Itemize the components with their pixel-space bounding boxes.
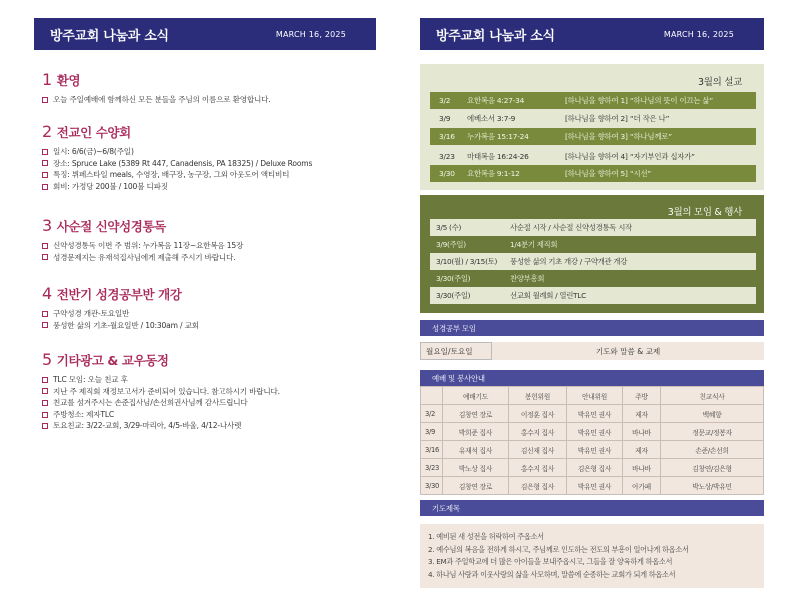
table-header-row xyxy=(421,387,764,405)
event-desc: 1/4분기 제직회 xyxy=(510,240,558,249)
section-title-text: 환영 xyxy=(56,73,81,88)
bullet-icon xyxy=(42,160,48,166)
table-cell: 3/16 xyxy=(421,441,443,459)
section-welcome xyxy=(42,70,382,106)
table-cell: 이정훈 집사 xyxy=(509,405,567,423)
sermon-title: [하나님을 향하여 4] “자기부인과 십자가” xyxy=(565,152,695,161)
table-cell: 박유민 권사 xyxy=(567,441,623,459)
item-text: TLC 모임: 오늘 친교 후 xyxy=(53,375,128,384)
list-item xyxy=(42,240,382,252)
table-cell: 박유민 권사 xyxy=(567,477,623,495)
sermon-scripture: 요한복음 9:1-12 xyxy=(467,169,520,178)
sermon-date: 3/2 xyxy=(439,96,451,105)
list-item xyxy=(42,386,382,398)
sermon-date: 3/16 xyxy=(439,132,455,141)
item-text: 장소: Spruce Lake (5389 Rt 447, Canadensis, PA 18325) / Deluxe Rooms xyxy=(53,158,313,168)
page-title: 방주교회 나눔과 소식 xyxy=(436,28,555,44)
event-date: 3/9(주일) xyxy=(436,240,466,249)
list-item xyxy=(42,158,382,170)
table-cell: 아가페 xyxy=(623,477,661,495)
table-cell: 바나바 xyxy=(623,459,661,477)
sermon-row xyxy=(430,128,756,145)
sermon-scripture: 누가복음 15:17-24 xyxy=(467,132,529,141)
duty-heading: 예배 및 봉사안내 xyxy=(420,370,764,386)
section-title xyxy=(42,70,382,89)
event-desc: 선교회 월례회 / 열린TLC xyxy=(510,291,586,300)
sermon-title: [하나님을 향하여 5] “시선” xyxy=(565,169,652,178)
sermon-scripture: 요한복음 4:27-34 xyxy=(467,96,525,105)
table-cell: 손준/손선희 xyxy=(661,441,764,459)
right-header xyxy=(420,18,764,50)
list-item xyxy=(42,420,382,432)
table-row xyxy=(421,423,764,441)
table-cell: 3/9 xyxy=(421,423,443,441)
section-retreat xyxy=(42,122,382,192)
section-title xyxy=(42,350,382,369)
bullet-icon xyxy=(42,400,48,406)
event-date: 3/5 (수) xyxy=(436,223,462,232)
list-item xyxy=(42,169,382,181)
bullet-icon xyxy=(42,97,48,103)
right-page xyxy=(396,0,792,612)
section-number: 4 xyxy=(42,284,52,303)
table-cell: 김은형 집사 xyxy=(567,459,623,477)
event-date: 3/30(주일) xyxy=(436,274,471,283)
list-item xyxy=(42,94,382,106)
table-cell: 홍수지 집사 xyxy=(509,459,567,477)
sermon-heading: 3월의 설교 xyxy=(698,77,742,88)
page-date: MARCH 16, 2025 xyxy=(663,29,734,39)
column-header: 친교식사 xyxy=(661,387,764,405)
bullet-icon xyxy=(42,243,48,249)
event-desc: 사순절 시작 / 사순절 신약성경통독 시작 xyxy=(510,223,632,232)
table-cell: 김창연 장로 xyxy=(443,477,509,495)
section-title-text: 사순절 신약성경통독 xyxy=(56,219,166,234)
table-cell: 김신재 집사 xyxy=(509,441,567,459)
section-bible-study xyxy=(42,284,382,331)
sermon-date: 3/30 xyxy=(439,169,455,178)
event-row xyxy=(430,287,756,304)
table-cell: 박노상/박유민 xyxy=(661,477,764,495)
item-text: 토요친교: 3/22-교회, 3/29-마리아, 4/5-바울, 4/12-나사렛 xyxy=(53,421,242,431)
study-day: 월요일/토요일 xyxy=(420,342,492,360)
event-desc: 풍성한 삶의 기초 개강 / 구약개관 개강 xyxy=(510,257,628,266)
table-row xyxy=(421,459,764,477)
event-row xyxy=(430,253,756,270)
column-header: 예배기도 xyxy=(443,387,509,405)
bullet-icon xyxy=(42,184,48,190)
sermon-scripture: 마태복음 16:24-26 xyxy=(467,152,529,161)
table-cell: 박노상 집사 xyxy=(443,459,509,477)
item-text: 구약성경 개관-토요일반 xyxy=(53,309,130,318)
table-cell: 박희준 집사 xyxy=(443,423,509,441)
section-title-text: 전교인 수양회 xyxy=(56,125,131,140)
item-text: 친교를 섬겨주시는 손준집사님/손선희권사님께 감사드립니다 xyxy=(53,398,248,408)
sermon-title: [하나님을 향하여 2] “더 작은 나” xyxy=(565,114,670,123)
item-text: 일시: 6/6(금)~6/8(주일) xyxy=(53,147,134,156)
section-title-text: 전반기 성경공부반 개강 xyxy=(56,287,182,302)
bullet-icon xyxy=(42,423,48,429)
column-header: 주방 xyxy=(623,387,661,405)
page-date: MARCH 16, 2025 xyxy=(275,29,346,39)
section-number: 3 xyxy=(42,216,52,235)
section-bible-reading xyxy=(42,216,382,263)
list-item xyxy=(42,181,382,193)
event-desc: 찬양부흥회 xyxy=(510,274,545,283)
column-header xyxy=(421,387,443,405)
sermon-row xyxy=(430,165,756,182)
item-text: 성경문제지는 유재석집사님에게 제출해 주시기 바랍니다. xyxy=(53,252,236,262)
table-cell: 김창연 장로 xyxy=(443,405,509,423)
bullet-icon xyxy=(42,311,48,317)
bullet-icon xyxy=(42,149,48,155)
column-header: 봉헌위원 xyxy=(509,387,567,405)
list-item xyxy=(42,146,382,158)
prayer-list xyxy=(420,524,764,588)
table-cell: 김창연/김은형 xyxy=(661,459,764,477)
bullet-icon xyxy=(42,412,48,418)
event-row xyxy=(430,219,756,236)
prayer-heading: 기도제목 xyxy=(420,500,764,516)
table-cell: 백혜향 xyxy=(661,405,764,423)
table-cell: 3/30 xyxy=(421,477,443,495)
event-heading: 3월의 모임 & 행사 xyxy=(667,207,742,218)
sermon-date: 3/9 xyxy=(439,114,451,123)
list-item xyxy=(42,397,382,409)
list-item xyxy=(42,320,382,332)
event-schedule xyxy=(420,195,764,313)
study-name: 기도와 말씀 & 교제 xyxy=(595,346,661,356)
table-cell: 박유민 권사 xyxy=(567,405,623,423)
sermon-schedule xyxy=(420,64,764,190)
event-date: 3/30(주일) xyxy=(436,291,471,300)
item-text: 회비: 가정당 200불 / 100불 디파짓 xyxy=(53,181,168,191)
event-date: 3/10(월) / 3/15(토) xyxy=(436,257,498,266)
sermon-date: 3/23 xyxy=(439,152,455,161)
column-header: 안내위원 xyxy=(567,387,623,405)
prayer-item: 2. 예수님의 복음을 전하게 하시고, 주님께로 인도하는 전도의 부흥이 일어나게 하옵소서 xyxy=(428,544,689,554)
prayer-item: 1. 예비된 새 성전을 허락하여 주옵소서 xyxy=(428,532,544,541)
page-title: 방주교회 나눔과 소식 xyxy=(50,28,169,44)
list-item xyxy=(42,252,382,264)
prayer-item: 3. EM과 주일학교에 더 많은 아이들을 보내주옵시고, 그들을 잘 양육하게 하옵소서 xyxy=(428,557,673,566)
item-text: 지난 주 제직회 재정보고서가 준비되어 있습니다. 참고하시기 바랍니다. xyxy=(53,386,280,396)
study-row xyxy=(420,342,764,360)
sermon-row xyxy=(430,110,756,127)
sermon-title: [하나님을 향하여 3] “하나님께로” xyxy=(565,132,672,141)
table-cell: 유재석 집사 xyxy=(443,441,509,459)
list-item xyxy=(42,409,382,421)
table-cell: 정문교/정봉자 xyxy=(661,423,764,441)
bullet-icon xyxy=(42,388,48,394)
section-number: 2 xyxy=(42,122,52,141)
section-title xyxy=(42,216,382,235)
table-cell: 박유민 권사 xyxy=(567,423,623,441)
duty-table xyxy=(420,386,764,495)
section-title-text: 기타광고 & 교우동정 xyxy=(56,353,169,368)
bullet-icon xyxy=(42,172,48,178)
table-cell: 김은형 집사 xyxy=(509,477,567,495)
sermon-row xyxy=(430,148,756,165)
left-header xyxy=(34,18,376,50)
table-row xyxy=(421,477,764,495)
section-number: 1 xyxy=(42,70,52,89)
sermon-title: [하나님을 향하여 1] “하나님의 뜻이 이끄는 삶” xyxy=(565,96,713,105)
table-cell: 제자 xyxy=(623,405,661,423)
prayer-item: 4. 하나님 사랑과 이웃사랑의 삶을 사모하며, 말씀에 순종하는 교회가 되게 하옵소서 xyxy=(428,569,676,579)
item-text: 오늘 주일예배에 함께하신 모든 분들을 주님의 이름으로 환영합니다. xyxy=(53,95,271,104)
item-text: 주방청소: 제자TLC xyxy=(53,409,114,419)
bullet-icon xyxy=(42,254,48,260)
table-cell: 바나바 xyxy=(623,423,661,441)
bullet-icon xyxy=(42,322,48,328)
sermon-scripture: 에베소서 3:7-9 xyxy=(467,114,516,123)
study-heading: 성경공부 모임 xyxy=(420,320,764,336)
event-row xyxy=(430,236,756,253)
list-item xyxy=(42,308,382,320)
section-title xyxy=(42,284,382,303)
section-number: 5 xyxy=(42,350,52,369)
item-text: 특징: 뷔페스타일 meals, 수영장, 배구장, 농구장, 그외 아웃도어 액티비티 xyxy=(53,170,290,180)
section-title xyxy=(42,122,382,141)
table-cell: 제자 xyxy=(623,441,661,459)
section-announcements xyxy=(42,350,382,432)
item-text: 풍성한 삶의 기초-월요일반 / 10:30am / 교회 xyxy=(53,320,199,330)
event-row xyxy=(430,270,756,287)
sermon-row xyxy=(430,92,756,109)
table-row xyxy=(421,405,764,423)
bullet-icon xyxy=(42,377,48,383)
list-item xyxy=(42,374,382,386)
item-text: 신약성경통독 이번 주 범위: 누가복음 11장~요한복음 15장 xyxy=(53,241,244,250)
table-cell: 3/23 xyxy=(421,459,443,477)
table-cell: 3/2 xyxy=(421,405,443,423)
table-cell: 홍수지 집사 xyxy=(509,423,567,441)
table-row xyxy=(421,441,764,459)
